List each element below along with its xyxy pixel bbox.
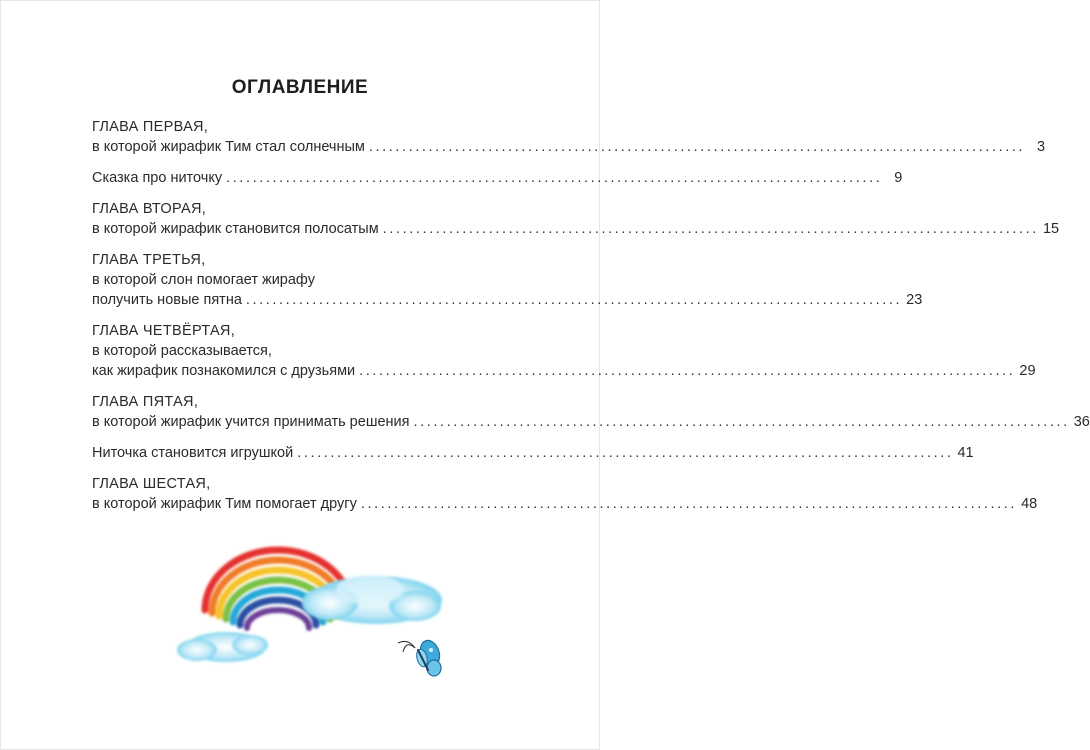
toc-entry-row: [92, 361, 1036, 381]
chapter-heading: ГЛАВА ВТОРАЯ,: [92, 201, 207, 217]
page-number: 36: [1073, 414, 1090, 430]
dot-leader: ...................................................................................................: [382, 221, 1039, 237]
toc-entry-7[interactable]: [92, 443, 974, 463]
chapter-subtitle: как жирафик познакомился с друзьями: [92, 363, 356, 379]
chapter-subtitle: в которой жирафик Тим помогает другу: [92, 496, 357, 512]
page-title: ОГЛАВЛЕНИЕ: [231, 76, 369, 98]
page-number: 41: [957, 445, 974, 461]
dot-leader: ...................................................................................................: [359, 363, 1016, 379]
toc-entry-row: [92, 290, 923, 310]
dot-leader: ...................................................................................................: [297, 445, 954, 461]
chapter-subtitle-line: в которой рассказывается,: [92, 343, 272, 359]
dot-leader: ...................................................................................................: [226, 170, 883, 186]
chapter-heading: ГЛАВА ЧЕТВЁРТАЯ,: [92, 323, 236, 339]
dot-leader: ...................................................................................................: [245, 292, 903, 308]
chapter-heading: ГЛАВА ПЯТАЯ,: [92, 394, 199, 410]
toc-entry-4[interactable]: [92, 250, 923, 310]
toc-entry-1[interactable]: [92, 117, 1046, 157]
chapter-subtitle: в которой жирафик Тим стал солнечным: [92, 139, 365, 155]
chapter-subtitle: в которой жирафик становится полосатым: [92, 221, 379, 237]
page-number: 23: [906, 292, 923, 308]
page-number: 29: [1019, 363, 1036, 379]
butterfly-illustration: [398, 638, 443, 676]
toc-entry-6[interactable]: [92, 392, 1090, 432]
toc-entry-row: [92, 168, 903, 188]
chapter-subtitle: Ниточка становится игрушкой: [92, 445, 294, 461]
dot-leader: ...................................................................................................: [413, 414, 1070, 430]
chapter-subtitle: получить новые пятна: [92, 292, 242, 308]
page-number: 9: [894, 170, 903, 186]
page-number: 48: [1021, 496, 1038, 512]
toc-entry-row: [92, 219, 1060, 239]
toc-entry-5[interactable]: [92, 321, 1036, 381]
toc-entry-3[interactable]: [92, 199, 1060, 239]
page-number: 3: [1037, 139, 1046, 155]
dot-leader: ...................................................................................................: [368, 139, 1026, 155]
illustration: [0, 540, 600, 750]
toc-entry-row: [92, 494, 1038, 514]
chapter-heading: ГЛАВА ПЕРВАЯ,: [92, 119, 209, 135]
chapter-heading: ГЛАВА ШЕСТАЯ,: [92, 476, 211, 492]
chapter-subtitle-line: в которой слон помогает жирафу: [92, 272, 315, 288]
toc-entry-row: [92, 137, 1046, 157]
dot-leader: ...................................................................................................: [360, 496, 1018, 512]
chapter-subtitle: в которой жирафик учится принимать решения: [92, 414, 410, 430]
toc-entry-8[interactable]: [92, 474, 1038, 514]
table-of-contents: [92, 117, 1090, 525]
chapter-subtitle: Сказка про ниточку: [92, 170, 223, 186]
chapter-heading: ГЛАВА ТРЕТЬЯ,: [92, 252, 206, 268]
toc-entry-row: [92, 443, 974, 463]
toc-entry-2[interactable]: [92, 168, 903, 188]
toc-entry-row: [92, 412, 1090, 432]
cloud-illustration: [177, 632, 268, 662]
page-number: 15: [1042, 221, 1060, 237]
